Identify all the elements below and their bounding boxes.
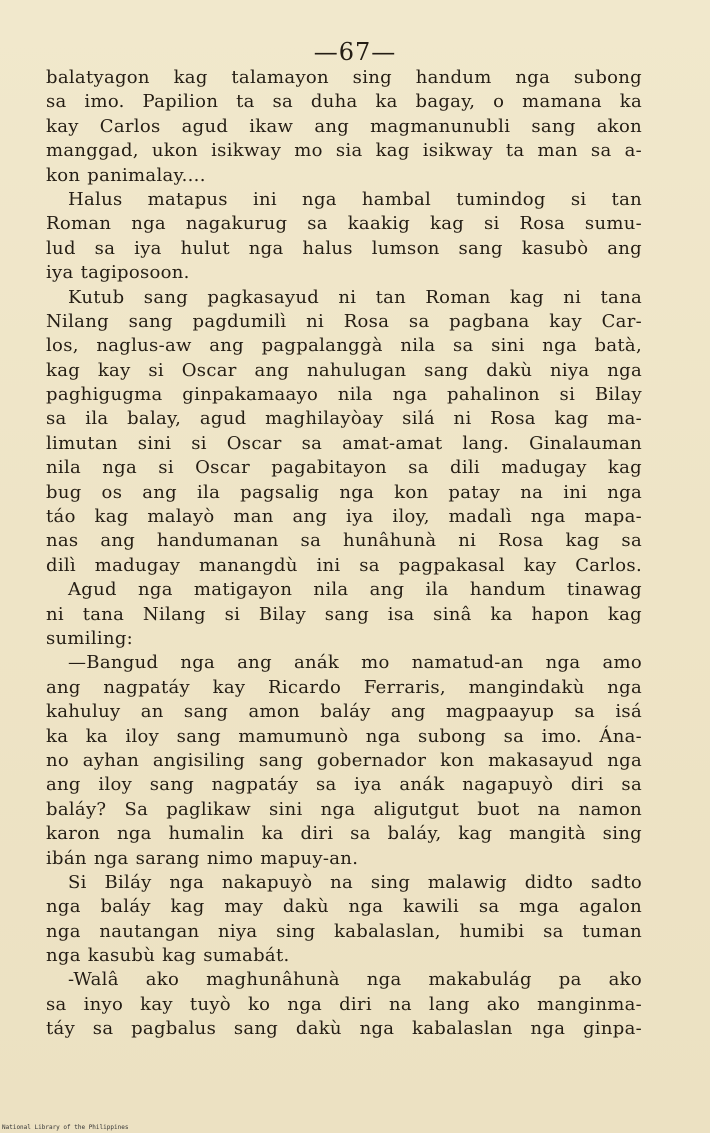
text-line: bug os ang ila pagsalig nga kon patay na ini nga: [46, 481, 642, 503]
text-line: nas ang handumanan sa hunâhunà ni Rosa kag sa: [46, 530, 642, 552]
text-line: los, naglus-aw ang pagpalanggà nila sa sini nga batà,: [46, 335, 642, 357]
text-line: no ayhan angisiling sang gobernador kon makasayud nga: [46, 749, 642, 771]
text-line: ang nagpatáy kay Ricardo Ferraris, mangindakù nga: [46, 676, 642, 698]
text-line: -Walâ ako maghunâhunà nga makabulág pa ako: [68, 969, 642, 991]
text-line: ang iloy sang nagpatáy sa iya anák nagapuyò diri sa: [46, 774, 642, 796]
text-line: balatyagon kag talamayon sing handum nga subong: [46, 67, 642, 88]
text-line: sa inyo kay tuyò ko nga diri na lang ako manginma-: [46, 993, 642, 1015]
page-number: —67—: [313, 38, 397, 66]
text-line: sa ila balay, agud maghilayòay silá ni Rosa kag ma-: [46, 408, 642, 430]
text-line: Si Biláy nga nakapuyò na sing malawig didto sadto: [68, 871, 642, 893]
text-line: kay Carlos agud ikaw ang magmanunubli sang akon: [46, 115, 642, 137]
text-line: manggad, ukon isikway mo sia kag isikway ta man sa a-: [46, 140, 642, 162]
text-line: kahuluy an sang amon baláy ang magpaayup sa isá: [46, 701, 642, 723]
text-line: karon nga humalin ka diri sa baláy, kag mangità sing: [46, 823, 642, 845]
text-line: sumiling:: [46, 627, 134, 649]
text-line: ibán nga sarang nimo mapuy-an.: [46, 847, 359, 869]
text-line: kag kay si Oscar ang nahulugan sang dakù niya nga: [46, 359, 642, 381]
text-line: táo kag malayò man ang iya iloy, madalì nga mapa-: [46, 506, 642, 528]
text-line: Roman nga nagakurug sa kaakig kag si Rosa sumu-: [46, 213, 642, 235]
text-line: limutan sini si Oscar sa amat-amat lang. Ginalauman: [46, 432, 642, 454]
text-line: táy sa pagbalus sang dakù nga kabalaslan nga ginpa-: [46, 1018, 642, 1040]
text-line: —Bangud nga ang anák mo namatud-an nga amo: [68, 652, 642, 674]
text-line: iya tagiposoon.: [46, 262, 190, 284]
text-line: Agud nga matigayon nila ang ila handum tinawag: [68, 579, 642, 601]
text-line: nga kasubù kag sumabát.: [46, 945, 290, 967]
library-footer: National Library of the Philippines: [2, 1124, 129, 1131]
text-line: dilì madugay manangdù ini sa pagpakasal kay Carlos.: [46, 554, 642, 576]
text-line: baláy? Sa paglikaw sini nga aligutgut buot na namon: [46, 798, 642, 820]
text-line: paghigugma ginpakamaayo nila nga pahalinon si Bilay: [46, 384, 642, 406]
text-line: ka ka iloy sang mamumunò nga subong sa imo. Ána-: [46, 725, 642, 747]
body-text: [46, 66, 642, 1042]
text-line: Nilang sang pagdumilì ni Rosa sa pagbana kay Car-: [46, 310, 642, 332]
text-line: lud sa iya hulut nga halus lumson sang kasubò ang: [46, 237, 642, 259]
text-line: nga nautangan niya sing kabalaslan, humibi sa tuman: [46, 920, 642, 942]
text-line: nila nga si Oscar pagabitayon sa dili madugay kag: [46, 457, 642, 479]
text-line: ni tana Nilang si Bilay sang isa sinâ ka hapon kag: [46, 603, 642, 625]
text-line: sa imo. Papilion ta sa duha ka bagay, o mamana ka: [46, 91, 642, 113]
text-line: kon panimalay....: [46, 164, 206, 186]
text-line: Halus matapus ini nga hambal tumindog si tan: [68, 188, 642, 210]
text-line: nga baláy kag may dakù nga kawili sa mga agalon: [46, 896, 642, 918]
text-line: Kutub sang pagkasayud ni tan Roman kag ni tana: [68, 286, 642, 308]
